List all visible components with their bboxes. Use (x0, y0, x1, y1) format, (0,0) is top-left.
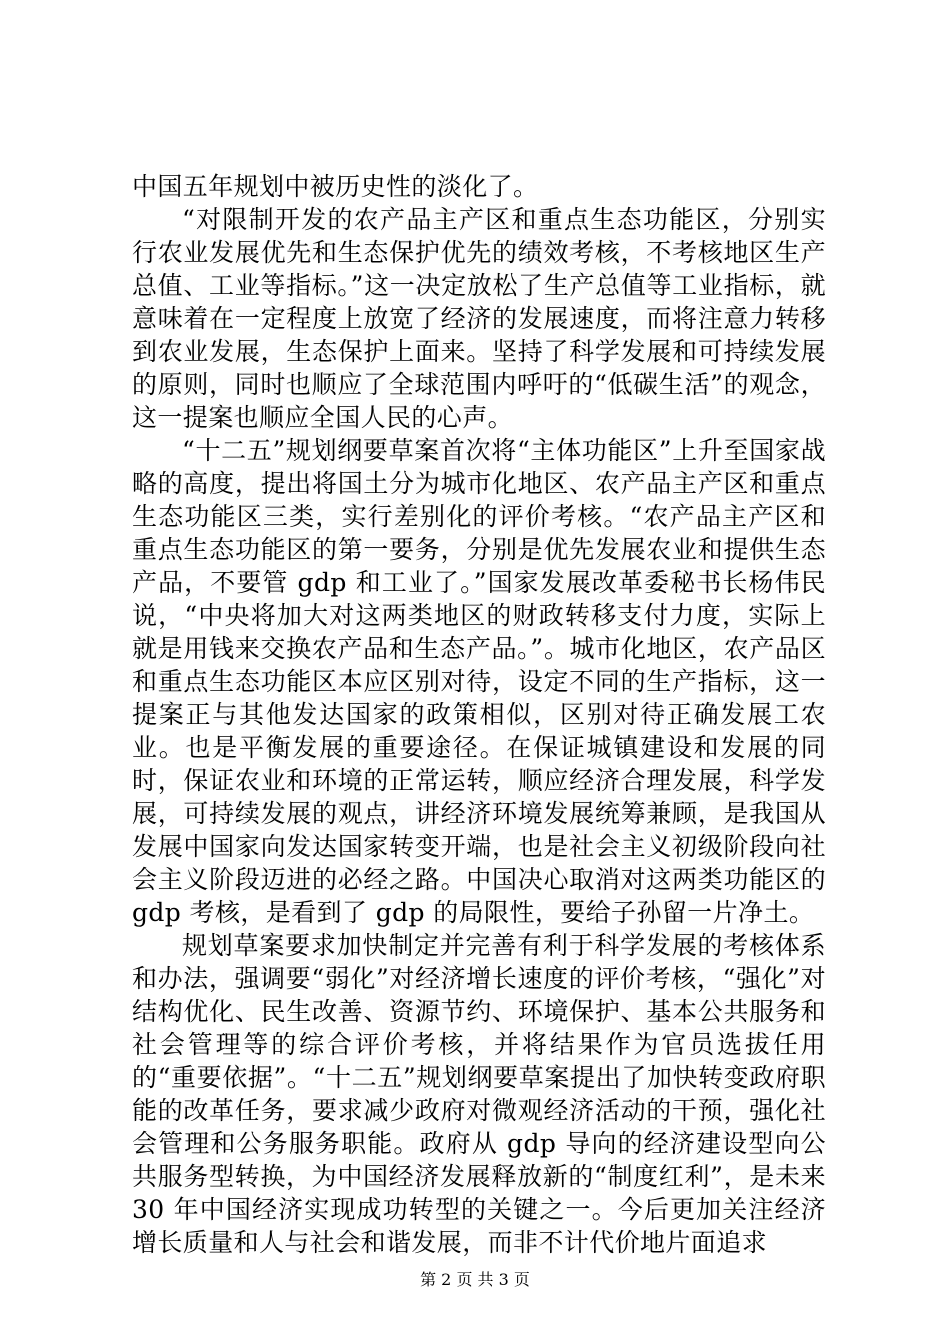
paragraph-restricted-development: “对限制开发的农产品主产区和重点生态功能区，分别实行农业发展优先和生态保护优先的绩效考核，不考核地区生产总值、工业等指标。”这一决定放松了生产总值等工业指标，就意味着在一定程度上放宽了经济的发展速度，而将注意力转移到农业发展，生态保护上面来。坚持了科学发展和可持续发展的原则，同时也顺应了全球范围内呼吁的“低碳生活”的观念，这一提案也顺应全国人民的心声。 (132, 205, 826, 432)
paragraph-main-function-zones: “十二五”规划纲要草案首次将“主体功能区”上升至国家战略的高度，提出将国土分为城市化地区、农产品主产区和重点生态功能区三类，实行差别化的评价考核。“农产品主产区和重点生态功能区的第一要务，分别是优先发展农业和提供生态产品，不要管 gdp 和工业了。”国家发展改革委秘书长杨伟民说，“中央将加大对这两类地区的财政转移支付力度，实际上就是用钱来交换农产品和生态产品。”。城市化地区，农产品区和重点生态功能区本应区别对待，设定不同的生产指标，这一提案正与其他发达国家的政策相似，区别对待正确发展工农业。也是平衡发展的重要途径。在保证城镇建设和发展的同时，保证农业和环境的正常运转，顺应经济合理发展，科学发展，可持续发展的观点，讲经济环境发展统筹兼顾，是我国从发展中国家向发达国家转变开端，也是社会主义初级阶段向社会主义阶段迈进的必经之路。中国决心取消对这两类功能区的 gdp 考核，是看到了 gdp 的局限性，要给子孙留一片净土。 (132, 436, 826, 927)
paragraph-evaluation-system: 规划草案要求加快制定并完善有利于科学发展的考核体系和办法，强调要“弱化”对经济增长速度的评价考核，“强化”对结构优化、民生改善、资源节约、环境保护、基本公共服务和社会管理等的综合评价考核，并将结果作为官员选拔任用的“重要依据”。“十二五”规划纲要草案提出了加快转变政府职能的改革任务，要求减少政府对微观经济活动的干预，强化社会管理和公务服务职能。政府从 gdp 导向的经济建设型向公共服务型转换，为中国经济发展释放新的“制度红利”，是未来 30 年中国经济实现成功转型的关键之一。今后更加关注经济增长质量和人与社会和谐发展，而非不计代价地片面追求 (132, 931, 826, 1257)
document-body (132, 170, 826, 1259)
paragraph-continuation: 中国五年规划中被历史性的淡化了。 (132, 172, 539, 201)
page-number-footer: 第 2 页 共 3 页 (420, 1270, 530, 1289)
